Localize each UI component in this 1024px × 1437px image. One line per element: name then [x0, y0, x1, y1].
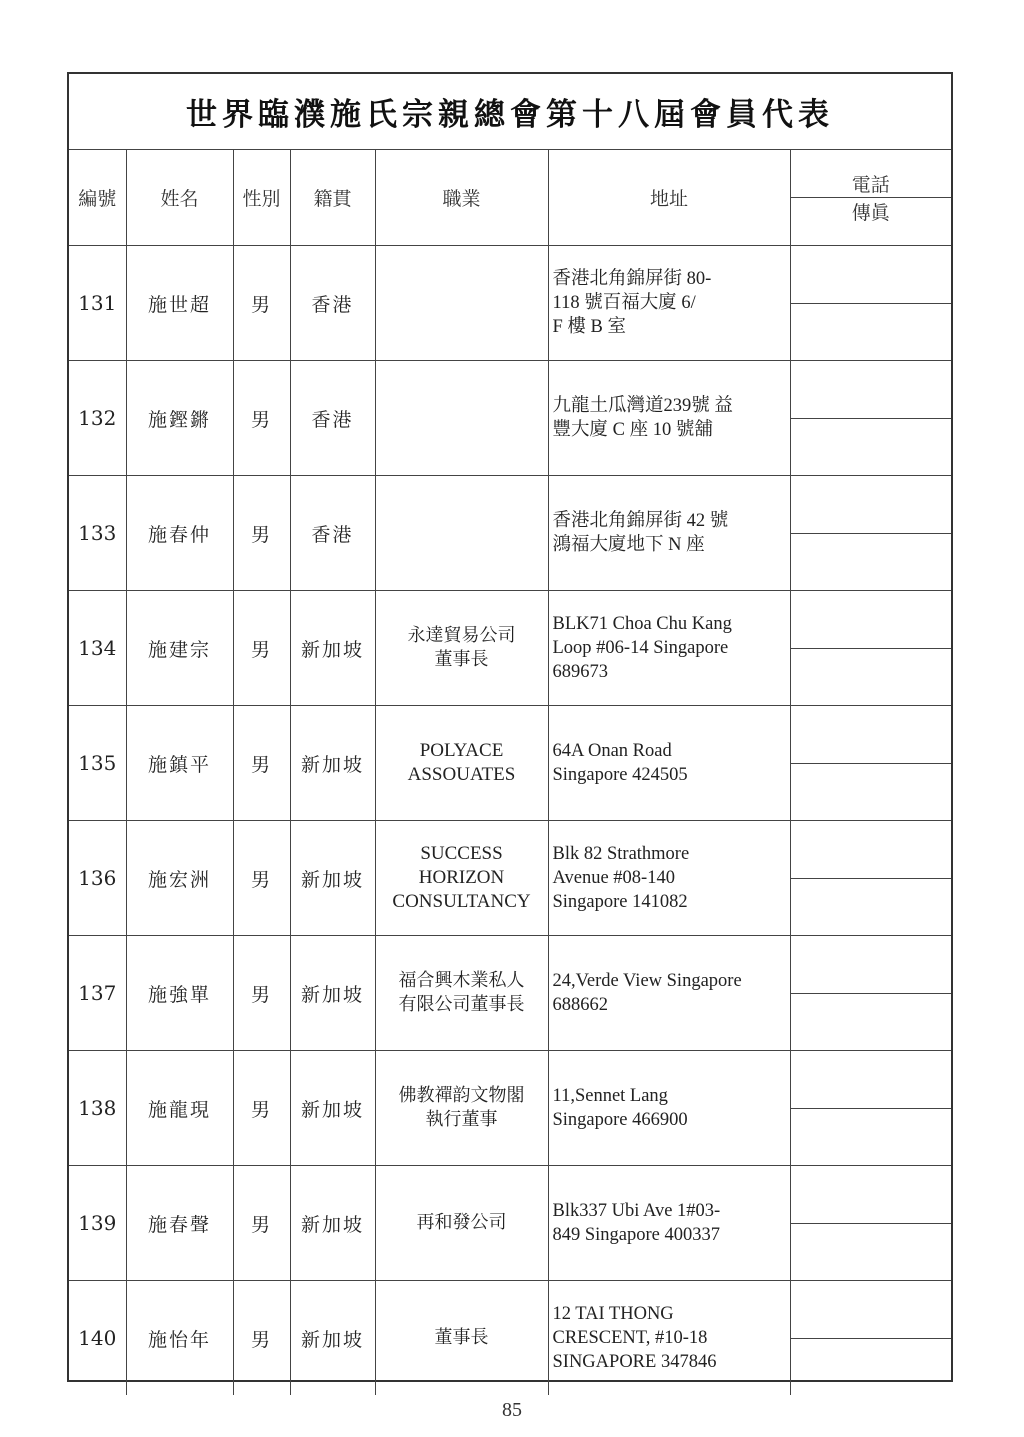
table-row: [69, 936, 951, 1051]
cell-gender: 男: [233, 476, 290, 591]
cell-gender: 男: [233, 361, 290, 476]
cell-occupation: 永達貿易公司 董事長: [375, 591, 548, 706]
cell-name: 施春聲: [126, 1166, 233, 1281]
cell-name: 施強單: [126, 936, 233, 1051]
cell-name: 施鏗鏘: [126, 361, 233, 476]
table-row: [69, 1051, 951, 1166]
cell-gender: 男: [233, 936, 290, 1051]
table-row: [69, 821, 951, 936]
cell-no: 137: [69, 936, 126, 1051]
cell-origin: 新加坡: [290, 591, 375, 706]
cell-phone-fax: [790, 936, 951, 1051]
cell-origin: 香港: [290, 361, 375, 476]
table-row: [69, 1166, 951, 1281]
document-title: 世界臨濮施氏宗親總會第十八屆會員代表: [186, 97, 834, 133]
header-fax: 傳眞: [851, 202, 890, 224]
cell-address: 香港北角錦屏街 42 號 鴻福大廈地下 N 座: [548, 476, 790, 591]
cell-occupation: [375, 476, 548, 591]
cell-name: 施怡年: [126, 1281, 233, 1396]
cell-origin: 新加坡: [290, 1166, 375, 1281]
cell-name: 施鎮平: [126, 706, 233, 821]
cell-fax: [791, 994, 952, 1051]
cell-no: 132: [69, 361, 126, 476]
cell-address: 12 TAI THONG CRESCENT, #10-18 SINGAPORE 347846: [548, 1281, 790, 1396]
cell-phone-fax: [790, 1281, 951, 1396]
header-no: 編號: [69, 150, 126, 246]
cell-phone: [791, 246, 952, 304]
cell-gender: 男: [233, 1166, 290, 1281]
cell-address: BLK71 Choa Chu Kang Loop #06-14 Singapore 689673: [548, 591, 790, 706]
cell-fax: [791, 1224, 952, 1281]
cell-phone-fax: [790, 1051, 951, 1166]
cell-address: 64A Onan Road Singapore 424505: [548, 706, 790, 821]
cell-origin: 香港: [290, 246, 375, 361]
cell-no: 133: [69, 476, 126, 591]
cell-occupation: [375, 246, 548, 361]
cell-occupation: SUCCESS HORIZON CONSULTANCY: [375, 821, 548, 936]
cell-address: 香港北角錦屏街 80- 118 號百福大廈 6/ F 樓 B 室: [548, 246, 790, 361]
page-number: 85: [502, 1399, 522, 1421]
cell-phone: [791, 361, 952, 419]
cell-no: 138: [69, 1051, 126, 1166]
cell-name: 施建宗: [126, 591, 233, 706]
cell-gender: 男: [233, 1051, 290, 1166]
cell-name: 施宏洲: [126, 821, 233, 936]
cell-name: 施世超: [126, 246, 233, 361]
cell-gender: 男: [233, 591, 290, 706]
cell-name: 施龍現: [126, 1051, 233, 1166]
cell-no: 140: [69, 1281, 126, 1396]
cell-phone-fax: [790, 476, 951, 591]
table-header-row: [69, 150, 951, 246]
cell-origin: 新加坡: [290, 706, 375, 821]
header-phone: 電話: [791, 170, 952, 198]
cell-occupation: 再和發公司: [375, 1166, 548, 1281]
member-table: [69, 149, 951, 1395]
cell-phone-fax: [790, 821, 951, 936]
cell-gender: 男: [233, 821, 290, 936]
table-row: [69, 591, 951, 706]
cell-origin: 新加坡: [290, 1281, 375, 1396]
cell-occupation: [375, 361, 548, 476]
cell-fax: [791, 304, 952, 361]
member-table-frame: [67, 72, 953, 1382]
cell-fax: [791, 419, 952, 476]
cell-address: 九龍土瓜灣道239號 益 豐大廈 C 座 10 號舖: [548, 361, 790, 476]
table-row: [69, 706, 951, 821]
table-row: [69, 1281, 951, 1396]
cell-no: 134: [69, 591, 126, 706]
cell-phone-fax: [790, 1166, 951, 1281]
header-address: 地址: [548, 150, 790, 246]
table-row: [69, 476, 951, 591]
cell-phone-fax: [790, 246, 951, 361]
cell-phone: [791, 1281, 952, 1339]
cell-origin: 香港: [290, 476, 375, 591]
cell-occupation: 福合興木業私人 有限公司董事長: [375, 936, 548, 1051]
cell-address: Blk337 Ubi Ave 1#03- 849 Singapore 400337: [548, 1166, 790, 1281]
cell-gender: 男: [233, 246, 290, 361]
cell-phone: [791, 706, 952, 764]
cell-no: 131: [69, 246, 126, 361]
cell-fax: [791, 879, 952, 936]
cell-fax: [791, 649, 952, 706]
cell-phone-fax: [790, 591, 951, 706]
cell-fax: [791, 534, 952, 591]
cell-phone-fax: [790, 706, 951, 821]
cell-phone: [791, 936, 952, 994]
cell-no: 139: [69, 1166, 126, 1281]
cell-gender: 男: [233, 706, 290, 821]
cell-no: 136: [69, 821, 126, 936]
cell-gender: 男: [233, 1281, 290, 1396]
cell-phone: [791, 1051, 952, 1109]
cell-fax: [791, 1109, 952, 1166]
table-row: [69, 246, 951, 361]
header-occupation: 職業: [375, 150, 548, 246]
header-phone-fax: [790, 150, 951, 246]
cell-address: 11,Sennet Lang Singapore 466900: [548, 1051, 790, 1166]
cell-no: 135: [69, 706, 126, 821]
header-gender: 性別: [233, 150, 290, 246]
cell-origin: 新加坡: [290, 936, 375, 1051]
cell-phone: [791, 1166, 952, 1224]
cell-phone: [791, 591, 952, 649]
cell-phone: [791, 821, 952, 879]
cell-occupation: POLYACE ASSOUATES: [375, 706, 548, 821]
cell-occupation: 董事長: [375, 1281, 548, 1396]
cell-origin: 新加坡: [290, 821, 375, 936]
cell-address: Blk 82 Strathmore Avenue #08-140 Singapore 141082: [548, 821, 790, 936]
cell-occupation: 佛教禪韵文物閣 執行董事: [375, 1051, 548, 1166]
cell-fax: [791, 764, 952, 821]
cell-address: 24,Verde View Singapore 688662: [548, 936, 790, 1051]
cell-phone: [791, 476, 952, 534]
table-row: [69, 361, 951, 476]
cell-name: 施春仲: [126, 476, 233, 591]
cell-fax: [791, 1339, 952, 1396]
header-name: 姓名: [126, 150, 233, 246]
header-origin: 籍貫: [290, 150, 375, 246]
cell-origin: 新加坡: [290, 1051, 375, 1166]
cell-phone-fax: [790, 361, 951, 476]
